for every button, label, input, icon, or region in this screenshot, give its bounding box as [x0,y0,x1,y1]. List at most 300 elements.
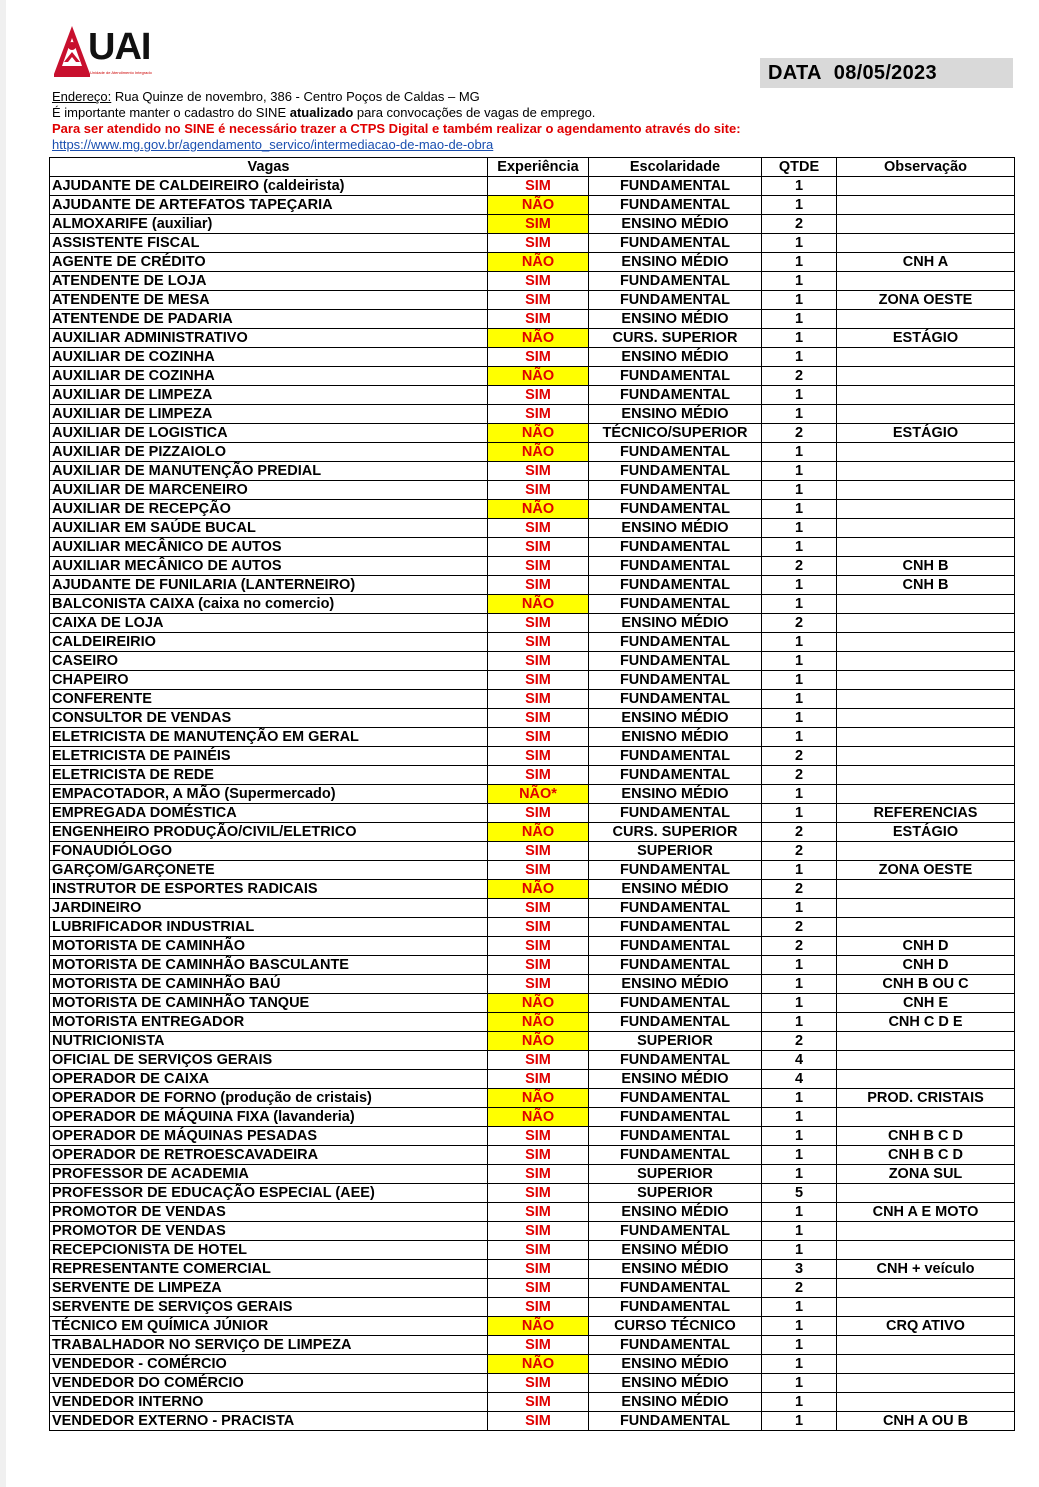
qtde-cell: 2 [762,880,837,899]
observacao-cell [837,348,1015,367]
escolaridade-cell: ENSINO MÉDIO [589,519,762,538]
red-notice: Para ser atendido no SINE é necessário trazer a CTPS Digital e também realizar o agendamento através do site: [52,121,741,136]
vaga-cell: RECEPCIONISTA DE HOTEL [50,1241,488,1260]
escolaridade-cell: FUNDAMENTAL [589,177,762,196]
date-box [760,58,1013,88]
vaga-cell: SERVENTE DE LIMPEZA [50,1279,488,1298]
escolaridade-cell: FUNDAMENTAL [589,633,762,652]
table-row [50,728,1015,747]
escolaridade-cell: FUNDAMENTAL [589,462,762,481]
table-row [50,709,1015,728]
vaga-cell: AUXILIAR DE LIMPEZA [50,386,488,405]
escolaridade-cell: SUPERIOR [589,1165,762,1184]
observacao-cell: CNH A E MOTO [837,1203,1015,1222]
vaga-cell: OPERADOR DE CAIXA [50,1070,488,1089]
escolaridade-cell: FUNDAMENTAL [589,671,762,690]
header-vagas: Vagas [50,158,488,177]
table-row [50,329,1015,348]
vaga-cell: JARDINEIRO [50,899,488,918]
qtde-cell: 1 [762,956,837,975]
experiencia-cell: SIM [488,1374,589,1393]
experiencia-cell: SIM [488,310,589,329]
table-row [50,291,1015,310]
qtde-cell: 1 [762,1241,837,1260]
observacao-cell: CNH C D E [837,1013,1015,1032]
vaga-cell: ATENDENTE DE MESA [50,291,488,310]
escolaridade-cell: CURSO TÉCNICO [589,1317,762,1336]
table-row [50,1355,1015,1374]
table-row [50,1336,1015,1355]
qtde-cell: 1 [762,234,837,253]
observacao-cell [837,899,1015,918]
experiencia-cell: SIM [488,1127,589,1146]
table-row [50,994,1015,1013]
qtde-cell: 2 [762,557,837,576]
escolaridade-cell: FUNDAMENTAL [589,690,762,709]
observacao-cell [837,367,1015,386]
experiencia-cell: NÃO [488,823,589,842]
experiencia-cell: SIM [488,1298,589,1317]
date-label: DATA [768,62,822,84]
experiencia-cell: SIM [488,671,589,690]
observacao-cell: CNH + veículo [837,1260,1015,1279]
qtde-cell: 1 [762,1412,837,1431]
experiencia-cell: SIM [488,728,589,747]
experiencia-cell: SIM [488,633,589,652]
experiencia-cell: SIM [488,1146,589,1165]
experiencia-cell: SIM [488,899,589,918]
qtde-cell: 1 [762,253,837,272]
table-row [50,1127,1015,1146]
observacao-cell [837,215,1015,234]
vaga-cell: OFICIAL DE SERVIÇOS GERAIS [50,1051,488,1070]
observacao-cell [837,709,1015,728]
observacao-cell: PROD. CRISTAIS [837,1089,1015,1108]
vaga-cell: AUXILIAR DE COZINHA [50,348,488,367]
vaga-cell: CASEIRO [50,652,488,671]
experiencia-cell: SIM [488,1260,589,1279]
experiencia-cell: SIM [488,652,589,671]
qtde-cell: 1 [762,975,837,994]
vaga-cell: EMPREGADA DOMÉSTICA [50,804,488,823]
escolaridade-cell: FUNDAMENTAL [589,804,762,823]
uai-logo-icon [52,24,92,82]
table-row [50,1089,1015,1108]
qtde-cell: 2 [762,1279,837,1298]
page-edge [0,0,6,1487]
observacao-cell [837,1051,1015,1070]
qtde-cell: 1 [762,1203,837,1222]
table-row [50,272,1015,291]
qtde-cell: 1 [762,1374,837,1393]
escolaridade-cell: ENSINO MÉDIO [589,1355,762,1374]
table-row [50,538,1015,557]
experiencia-cell: SIM [488,1279,589,1298]
qtde-cell: 1 [762,329,837,348]
escolaridade-cell: SUPERIOR [589,1032,762,1051]
table-row [50,975,1015,994]
escolaridade-cell: FUNDAMENTAL [589,595,762,614]
qtde-cell: 1 [762,899,837,918]
qtde-cell: 1 [762,994,837,1013]
experiencia-cell: SIM [488,956,589,975]
escolaridade-cell: ENSINO MÉDIO [589,215,762,234]
escolaridade-cell: SUPERIOR [589,1184,762,1203]
qtde-cell: 1 [762,443,837,462]
table-row [50,918,1015,937]
escolaridade-cell: CURS. SUPERIOR [589,823,762,842]
vaga-cell: AUXILIAR EM SAÚDE BUCAL [50,519,488,538]
table-row [50,1279,1015,1298]
qtde-cell: 1 [762,310,837,329]
qtde-cell: 2 [762,215,837,234]
table-row [50,1051,1015,1070]
vaga-cell: MOTORISTA ENTREGADOR [50,1013,488,1032]
vaga-cell: PROFESSOR DE EDUCAÇÃO ESPECIAL (AEE) [50,1184,488,1203]
qtde-cell: 1 [762,861,837,880]
vaga-cell: VENDEDOR DO COMÉRCIO [50,1374,488,1393]
vaga-cell: ALMOXARIFE (auxiliar) [50,215,488,234]
vaga-cell: ELETRICISTA DE MANUTENÇÃO EM GERAL [50,728,488,747]
qtde-cell: 1 [762,1146,837,1165]
experiencia-cell: NÃO [488,1013,589,1032]
observacao-cell: ZONA OESTE [837,291,1015,310]
qtde-cell: 4 [762,1051,837,1070]
observacao-cell [837,614,1015,633]
table-row [50,500,1015,519]
vaga-cell: ENGENHEIRO PRODUÇÃO/CIVIL/ELETRICO [50,823,488,842]
table-row [50,1412,1015,1431]
address-line [52,89,741,105]
experiencia-cell: SIM [488,1203,589,1222]
qtde-cell: 1 [762,500,837,519]
vaga-cell: AJUDANTE DE CALDEIREIRO (caldeirista) [50,177,488,196]
escolaridade-cell: ENSINO MÉDIO [589,1070,762,1089]
escolaridade-cell: ENSINO MÉDIO [589,405,762,424]
table-row [50,1222,1015,1241]
vaga-cell: VENDEDOR INTERNO [50,1393,488,1412]
experiencia-cell: NÃO [488,196,589,215]
vaga-cell: ELETRICISTA DE REDE [50,766,488,785]
escolaridade-cell: FUNDAMENTAL [589,1108,762,1127]
qtde-cell: 1 [762,1317,837,1336]
important-prefix: É importante manter o cadastro do SINE [52,105,290,120]
vaga-cell: AUXILIAR DE PIZZAIOLO [50,443,488,462]
table-row [50,1374,1015,1393]
escolaridade-cell: FUNDAMENTAL [589,899,762,918]
observacao-cell: CNH A [837,253,1015,272]
experiencia-cell: NÃO [488,1032,589,1051]
vaga-cell: PROMOTOR DE VENDAS [50,1222,488,1241]
vaga-cell: GARÇOM/GARÇONETE [50,861,488,880]
observacao-cell [837,1298,1015,1317]
address-text: Rua Quinze de novembro, 386 - Centro Poços de Caldas – MG [111,89,480,104]
observacao-cell [837,1222,1015,1241]
qtde-cell: 1 [762,1089,837,1108]
escolaridade-cell: FUNDAMENTAL [589,481,762,500]
qtde-cell: 1 [762,462,837,481]
qtde-cell: 4 [762,1070,837,1089]
table-row [50,405,1015,424]
table-row [50,690,1015,709]
vaga-cell: VENDEDOR EXTERNO - PRACISTA [50,1412,488,1431]
qtde-cell: 1 [762,709,837,728]
experiencia-cell: SIM [488,481,589,500]
escolaridade-cell: FUNDAMENTAL [589,1336,762,1355]
table-row [50,519,1015,538]
table-row [50,310,1015,329]
observacao-cell: CNH D [837,956,1015,975]
observacao-cell: CNH B C D [837,1146,1015,1165]
observacao-cell [837,538,1015,557]
qtde-cell: 2 [762,823,837,842]
experiencia-cell: SIM [488,1241,589,1260]
vaga-cell: FONAUDIÓLOGO [50,842,488,861]
experiencia-cell: NÃO [488,1089,589,1108]
observacao-cell [837,918,1015,937]
experiencia-cell: SIM [488,177,589,196]
table-row [50,671,1015,690]
vaga-cell: AUXILIAR DE MARCENEIRO [50,481,488,500]
table-row [50,234,1015,253]
observacao-cell [837,234,1015,253]
escolaridade-cell: ENSINO MÉDIO [589,1260,762,1279]
table-row [50,1260,1015,1279]
observacao-cell [837,1374,1015,1393]
escolaridade-cell: FUNDAMENTAL [589,994,762,1013]
experiencia-cell: SIM [488,937,589,956]
table-row [50,956,1015,975]
table-header-row [50,158,1015,177]
qtde-cell: 5 [762,1184,837,1203]
table-row [50,1032,1015,1051]
table-row [50,1108,1015,1127]
observacao-cell: ESTÁGIO [837,424,1015,443]
escolaridade-cell: FUNDAMENTAL [589,861,762,880]
experiencia-cell: SIM [488,462,589,481]
escolaridade-cell: FUNDAMENTAL [589,538,762,557]
observacao-cell [837,671,1015,690]
observacao-cell [837,196,1015,215]
observacao-cell: ZONA SUL [837,1165,1015,1184]
qtde-cell: 2 [762,747,837,766]
escolaridade-cell: FUNDAMENTAL [589,1127,762,1146]
escolaridade-cell: ENSINO MÉDIO [589,975,762,994]
escolaridade-cell: FUNDAMENTAL [589,1222,762,1241]
qtde-cell: 2 [762,842,837,861]
qtde-cell: 2 [762,367,837,386]
vaga-cell: MOTORISTA DE CAMINHÃO BAÚ [50,975,488,994]
observacao-cell [837,728,1015,747]
experiencia-cell: SIM [488,804,589,823]
observacao-cell [837,500,1015,519]
table-row [50,880,1015,899]
qtde-cell: 1 [762,633,837,652]
escolaridade-cell: ENISNO MÉDIO [589,728,762,747]
escolaridade-cell: FUNDAMENTAL [589,1298,762,1317]
escolaridade-cell: FUNDAMENTAL [589,576,762,595]
escolaridade-cell: ENSINO MÉDIO [589,348,762,367]
date-value: 08/05/2023 [833,62,937,84]
experiencia-cell: SIM [488,975,589,994]
important-suffix: para convocações de vagas de emprego. [353,105,596,120]
escolaridade-cell: CURS. SUPERIOR [589,329,762,348]
experiencia-cell: SIM [488,557,589,576]
observacao-cell [837,310,1015,329]
info-block [52,89,741,153]
table-row [50,766,1015,785]
qtde-cell: 1 [762,272,837,291]
qtde-cell: 2 [762,766,837,785]
vaga-cell: AUXILIAR ADMINISTRATIVO [50,329,488,348]
vaga-cell: TRABALHADOR NO SERVIÇO DE LIMPEZA [50,1336,488,1355]
experiencia-cell: SIM [488,918,589,937]
table-row [50,1165,1015,1184]
qtde-cell: 1 [762,785,837,804]
vaga-cell: ELETRICISTA DE PAINÉIS [50,747,488,766]
table-row [50,861,1015,880]
escolaridade-cell: FUNDAMENTAL [589,557,762,576]
vaga-cell: AUXILIAR DE LOGISTICA [50,424,488,443]
vaga-cell: CONSULTOR DE VENDAS [50,709,488,728]
experiencia-cell: NÃO [488,1108,589,1127]
vaga-cell: CAIXA DE LOJA [50,614,488,633]
table-row [50,1298,1015,1317]
vaga-cell: ATENDENTE DE LOJA [50,272,488,291]
qtde-cell: 1 [762,1355,837,1374]
table-row [50,842,1015,861]
vaga-cell: AGENTE DE CRÉDITO [50,253,488,272]
escolaridade-cell: FUNDAMENTAL [589,1146,762,1165]
observacao-cell: CNH B OU C [837,975,1015,994]
qtde-cell: 1 [762,519,837,538]
escolaridade-cell: ENSINO MÉDIO [589,253,762,272]
experiencia-cell: NÃO [488,994,589,1013]
vaga-cell: AJUDANTE DE FUNILARIA (LANTERNEIRO) [50,576,488,595]
observacao-cell: ZONA OESTE [837,861,1015,880]
escolaridade-cell: ENSINO MÉDIO [589,1374,762,1393]
vaga-cell: TÉCNICO EM QUÍMICA JÚNIOR [50,1317,488,1336]
escolaridade-cell: FUNDAMENTAL [589,1013,762,1032]
observacao-cell: CNH B [837,576,1015,595]
escolaridade-cell: FUNDAMENTAL [589,747,762,766]
qtde-cell: 1 [762,177,837,196]
observacao-cell: REFERENCIAS [837,804,1015,823]
observacao-cell [837,595,1015,614]
observacao-cell [837,1336,1015,1355]
vaga-cell: MOTORISTA DE CAMINHÃO TANQUE [50,994,488,1013]
table-row [50,348,1015,367]
experiencia-cell: NÃO* [488,785,589,804]
escolaridade-cell: FUNDAMENTAL [589,956,762,975]
table-row [50,576,1015,595]
observacao-cell: CNH D [837,937,1015,956]
vaga-cell: PROFESSOR DE ACADEMIA [50,1165,488,1184]
escolaridade-cell: FUNDAMENTAL [589,386,762,405]
table-row [50,1146,1015,1165]
qtde-cell: 1 [762,576,837,595]
observacao-cell: CNH B [837,557,1015,576]
vaga-cell: BALCONISTA CAIXA (caixa no comercio) [50,595,488,614]
table-row [50,823,1015,842]
qtde-cell: 2 [762,614,837,633]
observacao-cell [837,443,1015,462]
observacao-cell [837,1070,1015,1089]
header-qtde: QTDE [762,158,837,177]
experiencia-cell: NÃO [488,253,589,272]
table-row [50,177,1015,196]
table-row [50,652,1015,671]
observacao-cell [837,842,1015,861]
vaga-cell: INSTRUTOR DE ESPORTES RADICAIS [50,880,488,899]
observacao-cell [837,747,1015,766]
vaga-cell: CALDEIREIRIO [50,633,488,652]
experiencia-cell: SIM [488,1222,589,1241]
observacao-cell [837,481,1015,500]
experiencia-cell: SIM [488,348,589,367]
experiencia-cell: NÃO [488,443,589,462]
observacao-cell: CNH E [837,994,1015,1013]
header-observacao: Observação [837,158,1015,177]
qtde-cell: 2 [762,937,837,956]
observacao-cell [837,1393,1015,1412]
escolaridade-cell: FUNDAMENTAL [589,1051,762,1070]
escolaridade-cell: FUNDAMENTAL [589,272,762,291]
escolaridade-cell: FUNDAMENTAL [589,1279,762,1298]
vaga-cell: VENDEDOR - COMÉRCIO [50,1355,488,1374]
escolaridade-cell: ENSINO MÉDIO [589,785,762,804]
observacao-cell [837,272,1015,291]
experiencia-cell: SIM [488,1336,589,1355]
observacao-cell: CNH B C D [837,1127,1015,1146]
observacao-cell: CRQ ATIVO [837,1317,1015,1336]
qtde-cell: 1 [762,1298,837,1317]
table-row [50,937,1015,956]
qtde-cell: 1 [762,804,837,823]
table-row [50,386,1015,405]
table-row [50,1317,1015,1336]
vaga-cell: SERVENTE DE SERVIÇOS GERAIS [50,1298,488,1317]
escolaridade-cell: FUNDAMENTAL [589,500,762,519]
vaga-cell: LUBRIFICADOR INDUSTRIAL [50,918,488,937]
qtde-cell: 1 [762,291,837,310]
vaga-cell: AUXILIAR MECÂNICO DE AUTOS [50,557,488,576]
vaga-cell: PROMOTOR DE VENDAS [50,1203,488,1222]
vaga-cell: AUXILIAR DE LIMPEZA [50,405,488,424]
vaga-cell: AUXILIAR DE RECEPÇÃO [50,500,488,519]
escolaridade-cell: TÉCNICO/SUPERIOR [589,424,762,443]
experiencia-cell: SIM [488,709,589,728]
escolaridade-cell: ENSINO MÉDIO [589,310,762,329]
observacao-cell [837,405,1015,424]
observacao-cell [837,880,1015,899]
observacao-cell [837,785,1015,804]
qtde-cell: 1 [762,481,837,500]
table-row [50,785,1015,804]
escolaridade-cell: FUNDAMENTAL [589,1412,762,1431]
observacao-cell [837,690,1015,709]
experiencia-cell: SIM [488,1393,589,1412]
table-row [50,424,1015,443]
observacao-cell [837,766,1015,785]
agendamento-link[interactable]: https://www.mg.gov.br/agendamento_servico/intermediacao-de-mao-de-obra [52,137,494,152]
logo-subtitle: Unidade de Atendimento Integrado [90,70,152,75]
table-row [50,1203,1015,1222]
address-label: Endereço: [52,89,112,104]
experiencia-cell: SIM [488,291,589,310]
table-row [50,1393,1015,1412]
qtde-cell: 2 [762,424,837,443]
